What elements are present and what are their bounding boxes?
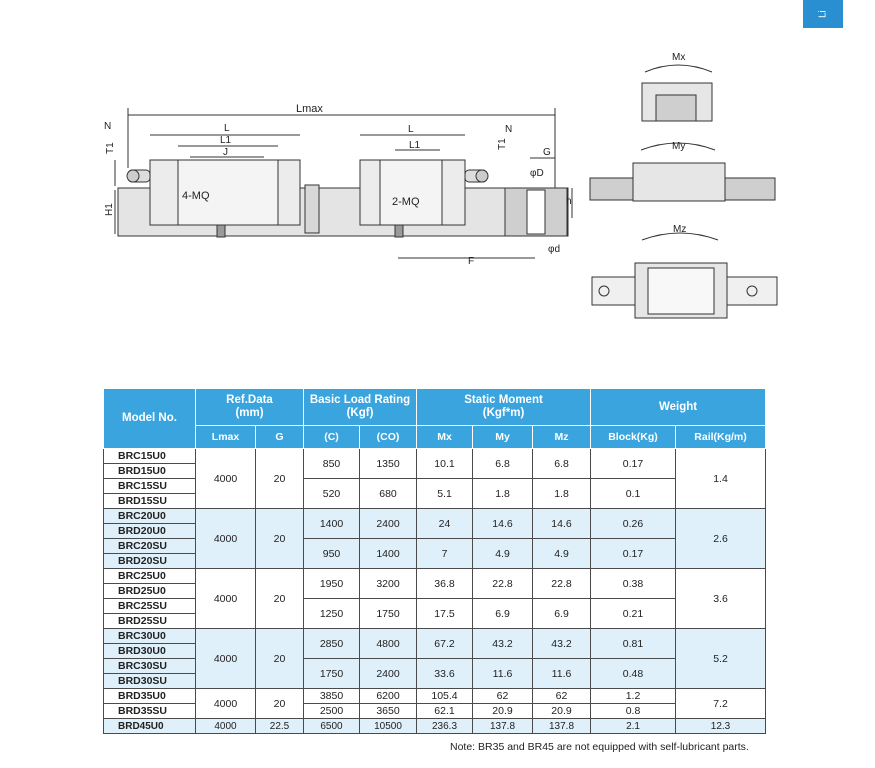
subheader-lmax: Lmax [196,426,256,449]
label-t1-right: T1 [497,138,508,150]
header-static-moment: Static Moment (Kgf*m) [417,389,591,426]
model-cell: BRC15SU [104,479,196,494]
c-cell: 1750 [304,659,360,689]
mx-cell: 5.1 [417,479,473,509]
my-cell: 6.8 [473,449,533,479]
label-h1: H1 [104,203,115,216]
label-t1-left: T1 [105,142,116,154]
c-cell: 1400 [304,509,360,539]
block-cell: 0.17 [591,449,676,479]
table-row [104,449,766,464]
mz-cell: 62 [533,689,591,704]
model-cell: BRC15U0 [104,449,196,464]
rail-cell: 3.6 [676,569,766,629]
my-cell: 1.8 [473,479,533,509]
rail-cell: 1.4 [676,449,766,509]
lmax-cell: 4000 [196,509,256,569]
label-my: My [672,141,686,152]
model-cell: BRD30SU [104,674,196,689]
mx-cell: 62.1 [417,704,473,719]
block-cell: 0.17 [591,539,676,569]
model-cell: BRC25U0 [104,569,196,584]
model-cell: BRD25U0 [104,584,196,599]
mx-cell: 36.8 [417,569,473,599]
mx-cell: 67.2 [417,629,473,659]
mz-cell: 43.2 [533,629,591,659]
label-n-right: N [505,124,513,135]
label-d-small: φd [548,244,561,255]
subheader-rail: Rail(Kg/m) [676,426,766,449]
technical-drawing [0,0,875,380]
block-cell: 0.1 [591,479,676,509]
table-row [104,719,766,734]
label-d-large: φD [530,168,544,179]
block-cell: 0.21 [591,599,676,629]
rail-cell: 2.6 [676,509,766,569]
model-cell: BRC30U0 [104,629,196,644]
mx-cell: 105.4 [417,689,473,704]
table-row [104,569,766,584]
header-ref-data: Ref.Data (mm) [196,389,304,426]
model-cell: BRD35SU [104,704,196,719]
header-basic-load: Basic Load Rating (Kgf) [304,389,417,426]
co-cell: 3650 [360,704,417,719]
co-cell: 6200 [360,689,417,704]
co-cell: 3200 [360,569,417,599]
block-cell: 0.81 [591,629,676,659]
mz-cell: 4.9 [533,539,591,569]
g-cell: 22.5 [256,719,304,734]
label-mz: Mz [673,224,687,235]
lmax-cell: 4000 [196,689,256,719]
label-g: G [543,147,551,158]
block-cell: 2.1 [591,719,676,734]
lmax-cell: 4000 [196,569,256,629]
model-cell: BRD35U0 [104,689,196,704]
label-lmax: Lmax [296,103,323,115]
c-cell: 2500 [304,704,360,719]
block-cell: 0.48 [591,659,676,689]
co-cell: 680 [360,479,417,509]
model-cell: BRD20U0 [104,524,196,539]
model-cell: BRC25SU [104,599,196,614]
co-cell: 1350 [360,449,417,479]
mx-cell: 10.1 [417,449,473,479]
label-l-right: L [408,124,414,135]
mz-cell: 137.8 [533,719,591,734]
my-cell: 137.8 [473,719,533,734]
model-cell: BRD45U0 [104,719,196,734]
mz-cell: 6.9 [533,599,591,629]
c-cell: 6500 [304,719,360,734]
co-cell: 2400 [360,509,417,539]
table-row [104,629,766,644]
block-cell: 0.38 [591,569,676,599]
subheader-my: My [473,426,533,449]
side-tab[interactable]: Li [803,0,843,28]
model-cell: BRD30U0 [104,644,196,659]
co-cell: 1400 [360,539,417,569]
model-cell: BRC30SU [104,659,196,674]
c-cell: 1950 [304,569,360,599]
footnote: Note: BR35 and BR45 are not equipped with self-lubricant parts. [450,741,749,753]
rail-cell: 7.2 [676,689,766,719]
label-l1-left: L1 [220,135,232,146]
mz-cell: 22.8 [533,569,591,599]
block-cell: 1.2 [591,689,676,704]
co-cell: 4800 [360,629,417,659]
c-cell: 520 [304,479,360,509]
subheader-mz: Mz [533,426,591,449]
model-cell: BRD15U0 [104,464,196,479]
my-cell: 43.2 [473,629,533,659]
subheader-mx: Mx [417,426,473,449]
lmax-cell: 4000 [196,449,256,509]
co-cell: 2400 [360,659,417,689]
c-cell: 850 [304,449,360,479]
my-cell: 20.9 [473,704,533,719]
my-cell: 14.6 [473,509,533,539]
label-4mq: 4-MQ [182,190,210,202]
g-cell: 20 [256,449,304,509]
subheader-g: G [256,426,304,449]
model-cell: BRC20U0 [104,509,196,524]
my-cell: 6.9 [473,599,533,629]
label-j: J [223,147,228,158]
block-cell: 0.8 [591,704,676,719]
g-cell: 20 [256,629,304,689]
lmax-cell: 4000 [196,629,256,689]
my-cell: 62 [473,689,533,704]
g-cell: 20 [256,569,304,629]
g-cell: 20 [256,689,304,719]
model-cell: BRD20SU [104,554,196,569]
mz-cell: 1.8 [533,479,591,509]
my-cell: 11.6 [473,659,533,689]
c-cell: 950 [304,539,360,569]
header-weight: Weight [591,389,766,426]
model-cell: BRD25SU [104,614,196,629]
model-cell: BRC20SU [104,539,196,554]
label-n-left: N [104,121,112,132]
label-2mq: 2-MQ [392,196,420,208]
mx-cell: 33.6 [417,659,473,689]
mx-cell: 17.5 [417,599,473,629]
my-cell: 22.8 [473,569,533,599]
label-h: h [566,196,572,207]
mz-cell: 11.6 [533,659,591,689]
lmax-cell: 4000 [196,719,256,734]
rail-cell: 12.3 [676,719,766,734]
subheader-c: (C) [304,426,360,449]
subheader-co: (CO) [360,426,417,449]
label-l1-right: L1 [409,140,421,151]
subheader-block: Block(Kg) [591,426,676,449]
mz-cell: 20.9 [533,704,591,719]
table-row [104,689,766,704]
co-cell: 10500 [360,719,417,734]
spec-table-wrapper [103,388,765,734]
my-cell: 4.9 [473,539,533,569]
rail-cell: 5.2 [676,629,766,689]
mz-cell: 14.6 [533,509,591,539]
co-cell: 1750 [360,599,417,629]
mx-cell: 7 [417,539,473,569]
mx-cell: 236.3 [417,719,473,734]
c-cell: 2850 [304,629,360,659]
spec-table [103,388,766,734]
c-cell: 3850 [304,689,360,704]
g-cell: 20 [256,509,304,569]
label-l-left: L [224,123,230,134]
label-f: F [468,256,475,267]
table-row [104,509,766,524]
mx-cell: 24 [417,509,473,539]
label-mx: Mx [672,52,686,63]
model-cell: BRD15SU [104,494,196,509]
mz-cell: 6.8 [533,449,591,479]
block-cell: 0.26 [591,509,676,539]
c-cell: 1250 [304,599,360,629]
header-model: Model No. [104,389,196,449]
